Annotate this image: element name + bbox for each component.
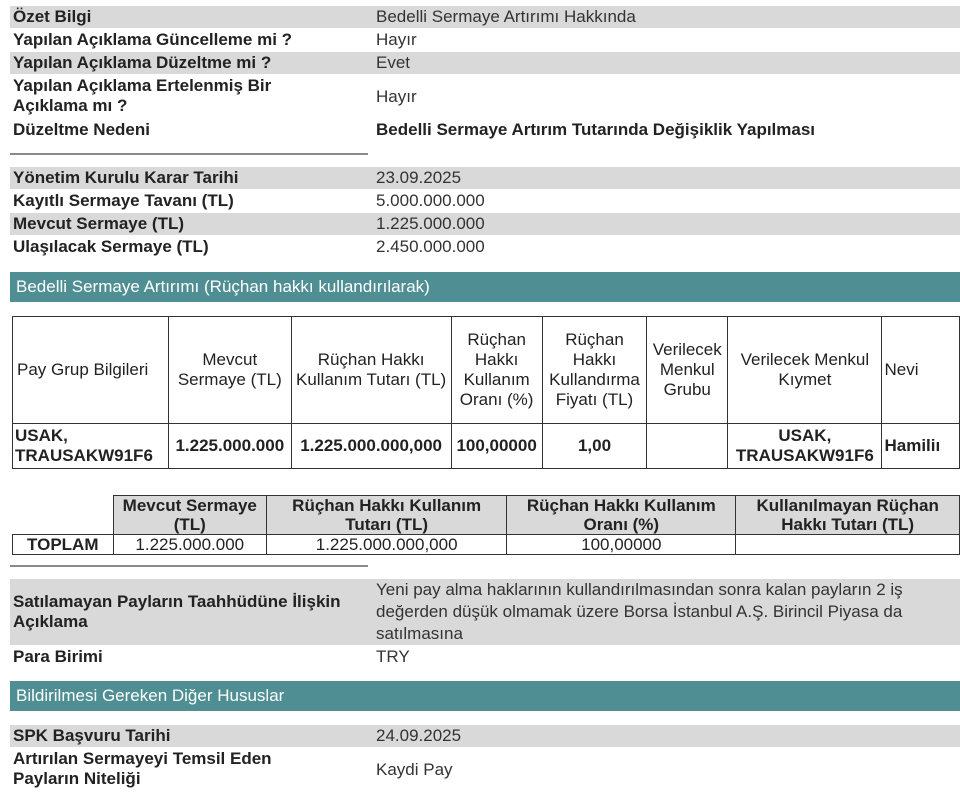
summary-row-ozet <box>10 6 960 28</box>
unsold-value-line: satılmasına <box>376 624 463 643</box>
capital-row-kayitli <box>10 190 960 212</box>
summary-row-duzeltme-nedeni <box>10 119 960 141</box>
capital-value: 1.225.000.000 <box>376 214 485 233</box>
other-row-spk <box>10 725 960 747</box>
capital-label: Kayıtlı Sermaye Tavanı (TL) <box>13 191 234 210</box>
col-header-kullandirma-fiyati: Rüçhan Hakkı Kullandırma Fiyatı (TL) <box>542 317 647 424</box>
other-value: Kaydi Pay <box>376 760 453 779</box>
cell-kullandirma-fiyati: 1,00 <box>542 424 647 469</box>
capital-row-mevcut <box>10 213 960 235</box>
col-header-mevcut-sermaye: Mevcut Sermaye (TL) <box>168 317 291 424</box>
totals-label: TOPLAM <box>13 535 114 555</box>
divider <box>10 153 368 155</box>
table-row <box>13 424 960 469</box>
cell-kullanim-tutari: 1.225.000.000,000 <box>291 424 451 469</box>
capital-row-karar-tarihi <box>10 167 960 189</box>
rights-table <box>12 316 960 469</box>
capital-row-ulasilacak <box>10 236 960 258</box>
unsold-row <box>10 579 960 645</box>
summary-value: Evet <box>376 53 411 72</box>
other-value: 24.09.2025 <box>376 726 462 745</box>
unsold-value-line: Yeni pay alma haklarının kullandırılmasından sonra kalan payların 2 iş <box>376 580 903 599</box>
cell-pay-grup: USAK, TRAUSAKW91F6 <box>13 424 169 469</box>
summary-row-guncelleme <box>10 29 960 51</box>
summary-value: Hayır <box>376 30 417 49</box>
totals-header-kullanilmayan: Kullanılmayan Rüçhan Hakkı Tutarı (TL) <box>736 496 960 535</box>
table-row <box>13 535 960 555</box>
section-header-rights-issue: Bedelli Sermaye Artırımı (Rüçhan hakkı kullandırılarak) <box>10 272 960 302</box>
col-header-menkul-kiymet: Verilecek Menkul Kıymet <box>728 317 882 424</box>
unsold-label: Satılamayan Payların Taahhüdüne İlişkin Açıklama <box>13 592 341 631</box>
summary-label: Yapılan Açıklama Düzeltme mi ? <box>13 53 272 72</box>
summary-row-ertelenmis <box>10 75 960 119</box>
cell-menkul-kiymet: USAK, TRAUSAKW91F6 <box>728 424 882 469</box>
currency-value: TRY <box>376 647 410 666</box>
totals-table <box>12 495 960 555</box>
totals-kullanilmayan <box>736 535 960 555</box>
totals-header-mevcut: Mevcut Sermaye (TL) <box>113 496 267 535</box>
divider <box>10 565 368 567</box>
rights-table-header-row <box>13 317 960 424</box>
cell-kullanim-orani: 100,00000 <box>451 424 542 469</box>
other-row-nitelik <box>10 748 960 792</box>
correction-reason-value: Bedelli Sermaye Artırım Tutarında Değişiklik Yapılması <box>376 120 816 139</box>
currency-row <box>10 646 960 668</box>
col-header-pay-grup: Pay Grup Bilgileri <box>13 317 169 424</box>
col-header-kullanim-orani: Rüçhan Hakkı Kullanım Oranı (%) <box>451 317 542 424</box>
other-label: Artırılan Sermayeyi Temsil Eden Payların Niteliği <box>13 749 272 788</box>
capital-value: 5.000.000.000 <box>376 191 485 210</box>
totals-tutar: 1.225.000.000,000 <box>267 535 507 555</box>
totals-header-oran: Rüçhan Hakkı Kullanım Oranı (%) <box>507 496 736 535</box>
currency-label: Para Birimi <box>13 647 103 666</box>
totals-header-empty <box>13 496 114 535</box>
totals-mevcut: 1.225.000.000 <box>113 535 267 555</box>
totals-oran: 100,00000 <box>507 535 736 555</box>
col-header-nevi: Nevi <box>882 317 960 424</box>
unsold-value-line: değerden düşük olmamak üzere Borsa İstanbul A.Ş. Birincil Piyasa da <box>376 602 903 621</box>
summary-label: Düzeltme Nedeni <box>13 120 150 139</box>
capital-label: Mevcut Sermaye (TL) <box>13 214 184 233</box>
other-label: SPK Başvuru Tarihi <box>13 726 171 745</box>
section-header-other-matters: Bildirilmesi Gereken Diğer Hususlar <box>10 681 960 711</box>
col-header-menkul-grubu: Verilecek Menkul Grubu <box>647 317 728 424</box>
cell-nevi: Hamiliı <box>882 424 960 469</box>
summary-label: Yapılan Açıklama Ertelenmiş Bir Açıklama mı ? <box>13 76 272 115</box>
summary-label: Yapılan Açıklama Güncelleme mi ? <box>13 30 293 49</box>
col-header-kullanim-tutari: Rüçhan Hakkı Kullanım Tutarı (TL) <box>291 317 451 424</box>
capital-label: Ulaşılacak Sermaye (TL) <box>13 237 209 256</box>
summary-label: Özet Bilgi <box>13 7 92 26</box>
totals-header-tutar: Rüçhan Hakkı Kullanım Tutarı (TL) <box>267 496 507 535</box>
cell-menkul-grubu <box>647 424 728 469</box>
cell-mevcut-sermaye: 1.225.000.000 <box>168 424 291 469</box>
totals-header-row <box>13 496 960 535</box>
capital-value: 23.09.2025 <box>376 168 462 187</box>
summary-value: Hayır <box>376 87 417 106</box>
capital-label: Yönetim Kurulu Karar Tarihi <box>13 168 239 187</box>
capital-value: 2.450.000.000 <box>376 237 485 256</box>
summary-value: Bedelli Sermaye Artırımı Hakkında <box>376 7 636 26</box>
summary-row-duzeltme <box>10 52 960 74</box>
